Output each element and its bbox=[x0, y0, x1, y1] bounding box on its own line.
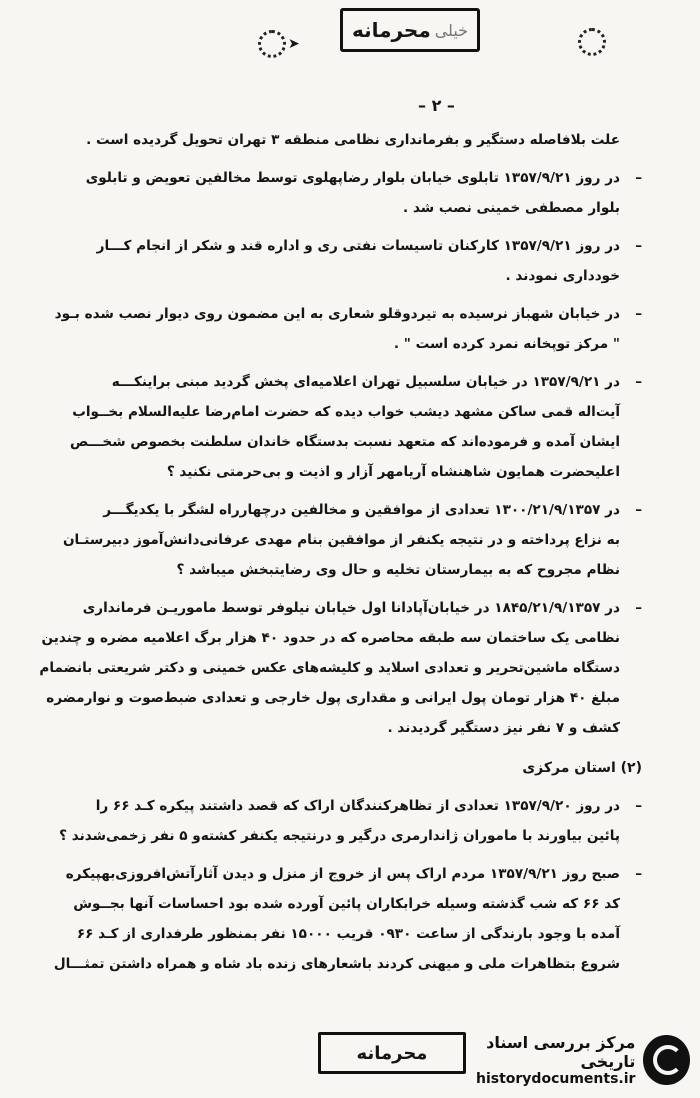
text-line: – در ۱۸۴۵/۲۱/۹/۱۳۵۷ در خیابان‌آپادانا اول خیابان نیلوفر توسط ماموریـن فرمانداری bbox=[70, 593, 642, 623]
text-line: دستگاه ماشین‌تحریر و تعدادی اسلاید و کلیشه‌های عکس خمینی و دکتر شریعتی بانضمام bbox=[39, 660, 620, 676]
text-line: – در خیابان شهباز نرسیده به تیردوقلو شعاری به این مضمون روی دیوار نصب شده بـود bbox=[70, 299, 642, 329]
stamp-word: محرمانه bbox=[351, 18, 431, 42]
text-line: – در روز ۱۳۵۷/۹/۲۱ تابلوی خیابان بلوار رضاپهلوی توسط مخالفین تعویض و تابلوی bbox=[70, 163, 642, 193]
archive-logo-icon bbox=[643, 1035, 690, 1085]
text-line: علت بلافاصله دستگیر و بفرمانداری نظامی منطقه ۳ تهران تحویل گردیده است . bbox=[86, 132, 620, 148]
document-body bbox=[39, 125, 642, 979]
confidential-stamp-bottom: محرمانه bbox=[318, 1032, 466, 1074]
text-line: مبلغ ۴۰ هزار تومان پول ایرانی و مقداری پول خارجی و تعدادی ضبط‌صوت و نوارمضره bbox=[46, 690, 620, 706]
seal-left-icon bbox=[258, 30, 286, 58]
text-line: به نزاع پرداخته و در نتیجه یکنفر از موافقین بنام مهدی عرفانی‌دانش‌آموز دبیرستـان bbox=[62, 532, 620, 548]
text-line: اعلیحضرت همایون شاهنشاه آریامهر آزار و اذیت و بی‌حرمتی نکنید ؟ bbox=[166, 464, 620, 480]
text-line: آیت‌اله قمی ساکن مشهد دیشب خواب دیده که حضرت امام‌رضا علیه‌السلام بخــواب bbox=[72, 404, 620, 420]
seal-right-icon bbox=[578, 28, 606, 56]
text-line: آمده با وجود بارندگی از ساعت ۰۹۳۰ قریب ۱۵۰۰۰ نفر بمنظور طرفداری از کـد ۶۶ bbox=[76, 926, 620, 942]
text-line: – در ۱۳۰۰/۲۱/۹/۱۳۵۷ تعدادی از موافقین و مخالفین درچهارراه لشگر با یکدیگـــر bbox=[70, 495, 642, 525]
text-line: خودداری نمودند . bbox=[505, 268, 620, 284]
text-line: بلوار مصطفی خمینی نصب شد . bbox=[403, 200, 620, 216]
logo-url: historydocuments.ir bbox=[475, 1071, 636, 1087]
text-line: – در روز ۱۳۵۷/۹/۲۱ کارکنان تاسیسات نفتی ری و اداره قند و شکر از انجام کـــار bbox=[70, 231, 642, 261]
text-line: ایشان آمده و فرموده‌اند که متعهد نسبت بدستگاه خاندان سلطنت بخصوص شخـــص bbox=[69, 434, 620, 450]
text-line: شروع بتظاهرات ملی و میهنی کردند باشعارهای زنده باد شاه و همراه داشتن تمثـــال bbox=[53, 956, 620, 972]
text-line: نظام مجروح که به بیمارستان تخلیه و حال وی رضایتبخش میباشد ؟ bbox=[176, 562, 620, 578]
section-heading: (۲) استان مرکزی bbox=[522, 760, 642, 776]
text-line: کد ۶۶ که شب گذشته وسیله خرابکاران پائین آورده شده بود احساسات آنها بجــوش bbox=[73, 896, 620, 912]
text-line: – در روز ۱۳۵۷/۹/۲۰ تعدادی از تظاهرکنندگان اراک که قصد داشتند پیکره کـد ۶۶ را bbox=[70, 791, 642, 821]
seal-arrow-icon: ➤ bbox=[288, 36, 300, 52]
text-line: – صبح روز ۱۳۵۷/۹/۲۱ مردم اراک پس از خروج از منزل و دیدن آثارآتش‌افروزی‌بهپیکره bbox=[70, 859, 642, 889]
archive-logo bbox=[440, 1030, 690, 1090]
stamp-faded-word: خیلی bbox=[434, 20, 469, 40]
page-number: – ۲ – bbox=[418, 96, 455, 115]
text-line: نظامی یک ساختمان سه طبقه محاصره که در حدود ۴۰ هزار برگ اعلامیه مضره و چندین bbox=[41, 630, 620, 646]
text-line: پائین بیاورند با ماموران ژاندارمری درگیر و درنتیجه یکنفر کشته‌و ۵ نفر زخمی‌شدند ؟ bbox=[59, 828, 620, 844]
confidential-stamp-top bbox=[340, 8, 480, 52]
text-line: " مرکز توپخانه نمرد کرده است " . bbox=[393, 336, 620, 352]
text-line: کشف و ۷ نفر نیز دستگیر گردیدند . bbox=[387, 720, 620, 736]
text-line: – در ۱۳۵۷/۹/۲۱ در خیابان سلسبیل تهران اعلامیه‌ای پخش گردید مبنی براینکـــه bbox=[70, 367, 642, 397]
logo-title: مرکز بررسی اسناد تاریخی bbox=[486, 1033, 636, 1071]
